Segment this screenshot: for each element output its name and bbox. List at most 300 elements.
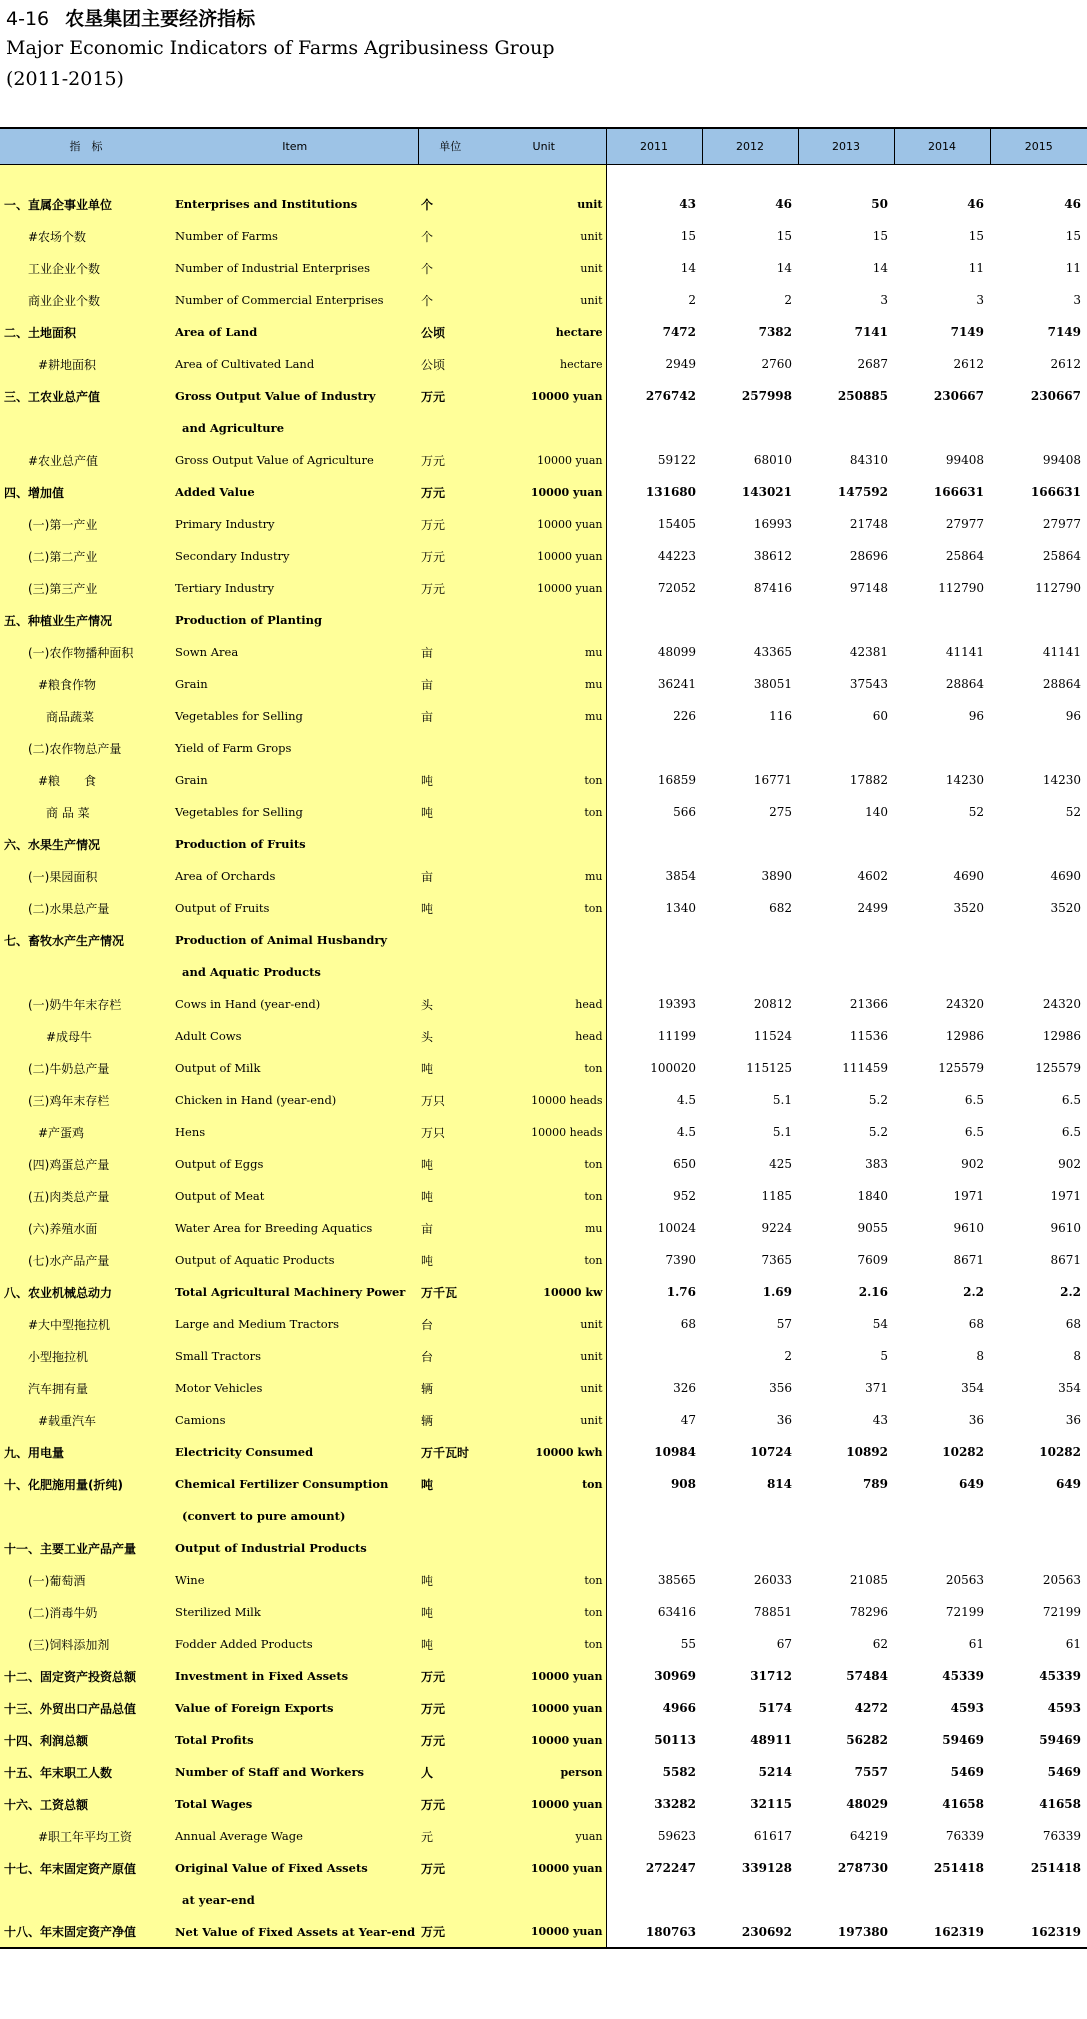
unit-en: 10000 yuan	[482, 444, 606, 476]
item-en: Tertiary Industry	[172, 572, 418, 604]
indicator-cn: (二)水果总产量	[0, 892, 172, 924]
value-cell	[894, 924, 990, 956]
unit-cn: 吨	[418, 1628, 482, 1660]
unit-en: 10000 yuan	[482, 380, 606, 412]
value-cell: 45339	[1039, 1669, 1081, 1683]
table-row	[0, 1820, 1087, 1852]
value-cell: 908	[670, 1477, 696, 1491]
table-row	[0, 540, 1087, 572]
indicator-cn: #粮食作物	[0, 668, 172, 700]
value-cell: 5469	[950, 1765, 984, 1779]
value-cell: 814	[766, 1477, 792, 1491]
unit-en	[482, 956, 606, 988]
unit-en: mu	[482, 668, 606, 700]
value-cell: 46	[775, 197, 792, 211]
value-cell: 649	[958, 1477, 984, 1491]
indicator-cn: #产蛋鸡	[0, 1116, 172, 1148]
table-row	[0, 444, 1087, 476]
value-cell: 14230	[1042, 773, 1081, 787]
value-cell	[702, 924, 798, 956]
indicator-cn: (六)养殖水面	[0, 1212, 172, 1244]
value-cell: 2.16	[858, 1285, 888, 1299]
value-cell: 57	[776, 1317, 792, 1331]
value-cell: 57484	[846, 1669, 888, 1683]
value-cell: 112790	[1035, 581, 1081, 595]
unit-cn: 吨	[418, 1244, 482, 1276]
header-year: 2014	[894, 128, 990, 164]
unit-cn: 辆	[418, 1372, 482, 1404]
value-cell	[702, 412, 798, 444]
unit-cn: 个	[418, 220, 482, 252]
value-cell: 42381	[849, 645, 888, 659]
value-cell: 8671	[1050, 1253, 1081, 1267]
unit-cn: 亩	[418, 700, 482, 732]
value-cell: 8671	[953, 1253, 984, 1267]
value-cell: 99408	[945, 453, 984, 467]
unit-cn: 万元	[418, 444, 482, 476]
unit-en	[482, 828, 606, 860]
item-en: Total Wages	[172, 1788, 418, 1820]
value-cell: 4966	[662, 1701, 696, 1715]
table-row	[0, 1436, 1087, 1468]
item-en: Number of Farms	[172, 220, 418, 252]
value-cell: 5	[880, 1349, 888, 1363]
unit-en: 10000 yuan	[482, 572, 606, 604]
indicator-cn: (五)肉类总产量	[0, 1180, 172, 1212]
item-en: Enterprises and Institutions	[172, 188, 418, 220]
indicator-cn: #农业总产值	[0, 444, 172, 476]
value-cell	[606, 1532, 702, 1564]
item-en: Number of Commercial Enterprises	[172, 284, 418, 316]
unit-cn: 吨	[418, 1596, 482, 1628]
unit-cn: 吨	[418, 892, 482, 924]
item-en: Area of Cultivated Land	[172, 348, 418, 380]
unit-cn: 头	[418, 1020, 482, 1052]
value-cell: 3	[880, 293, 888, 307]
unit-cn: 吨	[418, 1148, 482, 1180]
unit-en: ton	[482, 796, 606, 828]
value-cell: 25864	[945, 549, 984, 563]
value-cell: 162319	[990, 1916, 1087, 1948]
item-en: Sterilized Milk	[172, 1596, 418, 1628]
title-period: (2011-2015)	[6, 68, 124, 90]
value-cell	[894, 1500, 990, 1532]
unit-en: unit	[482, 1308, 606, 1340]
value-cell: 9610	[953, 1221, 984, 1235]
indicator-cn: 十一、主要工业产品产量	[0, 1532, 172, 1564]
value-cell: 12986	[945, 1029, 984, 1043]
item-en: Vegetables for Selling	[172, 700, 418, 732]
table-row	[0, 732, 1087, 764]
value-cell: 8	[976, 1349, 984, 1363]
item-en: Chemical Fertilizer Consumption	[172, 1468, 418, 1500]
indicator-cn: #成母牛	[0, 1020, 172, 1052]
item-en: Production of Planting	[172, 604, 418, 636]
value-cell: 16771	[753, 773, 792, 787]
value-cell: 3	[976, 293, 984, 307]
indicator-cn: #载重汽车	[0, 1404, 172, 1436]
value-cell	[990, 828, 1087, 860]
value-cell	[894, 604, 990, 636]
unit-cn: 公顷	[418, 348, 482, 380]
unit-cn: 公顷	[418, 316, 482, 348]
value-cell	[990, 924, 1087, 956]
value-cell: 7609	[857, 1253, 888, 1267]
value-cell: 11	[1065, 261, 1081, 275]
header-year: 2011	[606, 128, 702, 164]
indicator-cn: 十三、外贸出口产品总值	[0, 1692, 172, 1724]
unit-en	[482, 1532, 606, 1564]
value-cell: 682	[769, 901, 792, 915]
value-cell: 28864	[1042, 677, 1081, 691]
value-cell: 326	[673, 1381, 696, 1395]
value-cell: 7141	[854, 325, 888, 339]
value-cell: 354	[961, 1381, 984, 1395]
value-cell: 276742	[645, 389, 696, 403]
value-cell: 11	[968, 261, 984, 275]
indicator-cn: 六、水果生产情况	[0, 828, 172, 860]
value-cell: 2	[688, 293, 696, 307]
indicator-cn	[0, 1500, 172, 1532]
value-cell: 226	[673, 709, 696, 723]
item-en: Camions	[172, 1404, 418, 1436]
value-cell: 383	[865, 1157, 888, 1171]
value-cell: 6.5	[1061, 1093, 1081, 1107]
table-row	[0, 988, 1087, 1020]
value-cell: 31712	[750, 1669, 792, 1683]
value-cell: 1.76	[666, 1285, 696, 1299]
unit-en: unit	[482, 1340, 606, 1372]
unit-cn: 亩	[418, 668, 482, 700]
value-cell: 2.2	[963, 1285, 984, 1299]
unit-cn: 个	[418, 252, 482, 284]
value-cell	[990, 1532, 1087, 1564]
value-cell: 72199	[945, 1605, 984, 1619]
value-cell: 4602	[857, 869, 888, 883]
value-cell: 7149	[950, 325, 984, 339]
indicator-cn: (四)鸡蛋总产量	[0, 1148, 172, 1180]
indicator-cn: (二)第二产业	[0, 540, 172, 572]
value-cell: 125579	[1035, 1061, 1081, 1075]
value-cell: 230667	[1030, 389, 1081, 403]
unit-en: person	[482, 1756, 606, 1788]
value-cell: 3520	[953, 901, 984, 915]
value-cell: 16993	[753, 517, 792, 531]
unit-cn: 个	[418, 284, 482, 316]
unit-en: unit	[482, 220, 606, 252]
value-cell: 11199	[657, 1029, 696, 1043]
indicator-cn: #职工年平均工资	[0, 1820, 172, 1852]
value-cell	[798, 956, 894, 988]
value-cell: 68	[1065, 1317, 1081, 1331]
table-row	[0, 892, 1087, 924]
value-cell: 61	[1065, 1637, 1081, 1651]
value-cell: 2760	[761, 357, 792, 371]
item-en: Production of Fruits	[172, 828, 418, 860]
table-title	[6, 4, 255, 31]
indicator-cn: (一)葡萄酒	[0, 1564, 172, 1596]
unit-cn: 万元	[418, 1724, 482, 1756]
unit-cn: 万元	[418, 1692, 482, 1724]
value-cell: 3854	[665, 869, 696, 883]
value-cell: 10892	[846, 1445, 888, 1459]
indicator-cn: 十二、固定资产投资总额	[0, 1660, 172, 1692]
value-cell	[894, 1532, 990, 1564]
indicator-cn: 七、畜牧水产生产情况	[0, 924, 172, 956]
indicator-cn: (一)第一产业	[0, 508, 172, 540]
item-en: Fodder Added Products	[172, 1628, 418, 1660]
unit-cn: 万元	[418, 476, 482, 508]
unit-en: mu	[482, 636, 606, 668]
value-cell: 41141	[945, 645, 984, 659]
unit-cn: 元	[418, 1820, 482, 1852]
table-row	[0, 1180, 1087, 1212]
item-en: Secondary Industry	[172, 540, 418, 572]
value-cell: 43	[679, 197, 696, 211]
value-cell	[606, 732, 702, 764]
value-cell	[606, 956, 702, 988]
table-row	[0, 348, 1087, 380]
value-cell	[606, 604, 702, 636]
unit-cn: 个	[418, 188, 482, 220]
value-cell: 371	[865, 1381, 888, 1395]
value-cell: 5214	[758, 1765, 792, 1779]
value-cell: 76339	[945, 1829, 984, 1843]
value-cell: 43	[872, 1413, 888, 1427]
table-row	[0, 1212, 1087, 1244]
value-cell: 902	[961, 1157, 984, 1171]
unit-cn	[418, 828, 482, 860]
table-row	[0, 1692, 1087, 1724]
value-cell: 17882	[849, 773, 888, 787]
value-cell: 20563	[1042, 1573, 1081, 1587]
value-cell: 48099	[657, 645, 696, 659]
indicator-cn: 十七、年末固定资产原值	[0, 1852, 172, 1884]
item-en: Primary Industry	[172, 508, 418, 540]
item-en: Small Tractors	[172, 1340, 418, 1372]
table-row	[0, 636, 1087, 668]
value-cell	[894, 412, 990, 444]
value-cell: 47	[680, 1413, 696, 1427]
value-cell	[798, 1500, 894, 1532]
value-cell: 26033	[753, 1573, 792, 1587]
unit-cn: 万只	[418, 1116, 482, 1148]
value-cell	[702, 732, 798, 764]
unit-cn: 亩	[418, 636, 482, 668]
table-row	[0, 1532, 1087, 1564]
value-cell: 27977	[945, 517, 984, 531]
item-en: Output of Milk	[172, 1052, 418, 1084]
spacer-row	[0, 164, 1087, 188]
value-cell: 76339	[1042, 1829, 1081, 1843]
value-cell: 55	[680, 1637, 696, 1651]
unit-en: hectare	[482, 316, 606, 348]
indicator-cn: (三)鸡年末存栏	[0, 1084, 172, 1116]
table-row	[0, 1628, 1087, 1660]
unit-en: head	[482, 988, 606, 1020]
unit-en: yuan	[482, 1820, 606, 1852]
value-cell: 4593	[1047, 1701, 1081, 1715]
value-cell: 61617	[753, 1829, 792, 1843]
unit-cn: 吨	[418, 1468, 482, 1500]
indicator-cn: 四、增加值	[0, 476, 172, 508]
value-cell	[606, 828, 702, 860]
value-cell: 902	[1058, 1157, 1081, 1171]
value-cell: 64219	[849, 1829, 888, 1843]
value-cell: 9610	[1050, 1221, 1081, 1235]
indicator-cn: (三)第三产业	[0, 572, 172, 604]
table-row	[0, 1308, 1087, 1340]
indicator-cn: (一)果园面积	[0, 860, 172, 892]
value-cell: 7557	[854, 1765, 888, 1779]
value-cell	[798, 412, 894, 444]
unit-cn: 吨	[418, 1564, 482, 1596]
indicator-cn: (二)农作物总产量	[0, 732, 172, 764]
value-cell: 10984	[654, 1445, 696, 1459]
value-cell: 116	[769, 709, 792, 723]
header-unit-en: Unit	[482, 128, 606, 164]
unit-cn: 万千瓦	[418, 1276, 482, 1308]
indicator-cn: (一)农作物播种面积	[0, 636, 172, 668]
value-cell	[702, 1884, 798, 1916]
table-row	[0, 1596, 1087, 1628]
value-cell: 14	[872, 261, 888, 275]
indicator-cn	[0, 412, 172, 444]
value-cell: 230692	[702, 1916, 798, 1948]
unit-cn: 头	[418, 988, 482, 1020]
value-cell: 11536	[849, 1029, 888, 1043]
value-cell	[798, 1532, 894, 1564]
value-cell: 112790	[938, 581, 984, 595]
value-cell	[990, 412, 1087, 444]
value-cell: 41658	[1039, 1797, 1081, 1811]
item-en: Area of Orchards	[172, 860, 418, 892]
value-cell: 45339	[942, 1669, 984, 1683]
unit-en: ton	[482, 1628, 606, 1660]
indicator-cn: #大中型拖拉机	[0, 1308, 172, 1340]
value-cell: 36	[776, 1413, 792, 1427]
value-cell	[894, 956, 990, 988]
value-cell	[702, 1500, 798, 1532]
unit-cn: 辆	[418, 1404, 482, 1436]
table-row	[0, 796, 1087, 828]
value-cell: 15	[968, 229, 984, 243]
value-cell: 48029	[846, 1797, 888, 1811]
unit-en: ton	[482, 1596, 606, 1628]
table-row	[0, 604, 1087, 636]
item-en: Number of Industrial Enterprises	[172, 252, 418, 284]
value-cell: 38565	[657, 1573, 696, 1587]
item-en: Output of Meat	[172, 1180, 418, 1212]
value-cell: 1185	[761, 1189, 792, 1203]
value-cell: 2612	[1050, 357, 1081, 371]
value-cell: 67	[776, 1637, 792, 1651]
unit-en: 10000 yuan	[482, 1660, 606, 1692]
value-cell: 275	[769, 805, 792, 819]
value-cell: 7382	[758, 325, 792, 339]
unit-cn: 吨	[418, 764, 482, 796]
unit-en	[482, 412, 606, 444]
value-cell: 5.2	[868, 1125, 888, 1139]
item-en: Electricity Consumed	[172, 1436, 418, 1468]
value-cell: 36241	[657, 677, 696, 691]
value-cell: 5582	[662, 1765, 696, 1779]
unit-en: head	[482, 1020, 606, 1052]
item-en: Water Area for Breeding Aquatics	[172, 1212, 418, 1244]
value-cell: 43365	[753, 645, 792, 659]
value-cell: 52	[1065, 805, 1081, 819]
value-cell: 952	[673, 1189, 696, 1203]
value-cell: 48911	[750, 1733, 792, 1747]
value-cell	[606, 1340, 702, 1372]
value-cell: 4.5	[676, 1125, 696, 1139]
indicator-cn: (一)奶牛年末存栏	[0, 988, 172, 1020]
unit-cn: 吨	[418, 1052, 482, 1084]
value-cell: 5.1	[772, 1093, 792, 1107]
value-cell: 7390	[665, 1253, 696, 1267]
indicator-cn: 工业企业个数	[0, 252, 172, 284]
item-en: Wine	[172, 1564, 418, 1596]
value-cell: 251418	[933, 1861, 984, 1875]
value-cell: 143021	[741, 485, 792, 499]
value-cell: 14	[776, 261, 792, 275]
unit-cn	[418, 1532, 482, 1564]
title-english: Major Economic Indicators of Farms Agribusiness Group	[6, 37, 555, 59]
table-row	[0, 1660, 1087, 1692]
value-cell: 20563	[945, 1573, 984, 1587]
value-cell	[798, 828, 894, 860]
item-en: and Agriculture	[172, 412, 418, 444]
item-en: Number of Staff and Workers	[172, 1756, 418, 1788]
unit-cn	[418, 956, 482, 988]
value-cell: 2499	[857, 901, 888, 915]
value-cell: 166631	[1030, 485, 1081, 499]
table-number: 4-16	[6, 8, 50, 30]
value-cell: 44223	[657, 549, 696, 563]
item-en: at year-end	[172, 1884, 418, 1916]
value-cell: 68010	[753, 453, 792, 467]
table-row	[0, 380, 1087, 412]
value-cell: 1340	[665, 901, 696, 915]
unit-en: 10000 kwh	[482, 1436, 606, 1468]
value-cell: 230667	[933, 389, 984, 403]
value-cell: 84310	[849, 453, 888, 467]
value-cell: 60	[872, 709, 888, 723]
item-en: Hens	[172, 1116, 418, 1148]
value-cell: 9224	[761, 1221, 792, 1235]
table-row	[0, 764, 1087, 796]
item-en: Output of Fruits	[172, 892, 418, 924]
unit-en: ton	[482, 1148, 606, 1180]
header-row	[0, 128, 1087, 164]
value-cell: 8	[1073, 1349, 1081, 1363]
value-cell: 61	[968, 1637, 984, 1651]
value-cell: 10282	[942, 1445, 984, 1459]
unit-en	[482, 732, 606, 764]
indicator-cn: 二、土地面积	[0, 316, 172, 348]
unit-cn: 万元	[418, 380, 482, 412]
value-cell: 4690	[953, 869, 984, 883]
value-cell: 15	[1065, 229, 1081, 243]
value-cell	[606, 924, 702, 956]
item-en: Output of Aquatic Products	[172, 1244, 418, 1276]
indicator-cn: 小型拖拉机	[0, 1340, 172, 1372]
indicator-cn: 汽车拥有量	[0, 1372, 172, 1404]
unit-en: ton	[482, 1468, 606, 1500]
value-cell: 272247	[645, 1861, 696, 1875]
table-row	[0, 956, 1087, 988]
table-row	[0, 700, 1087, 732]
